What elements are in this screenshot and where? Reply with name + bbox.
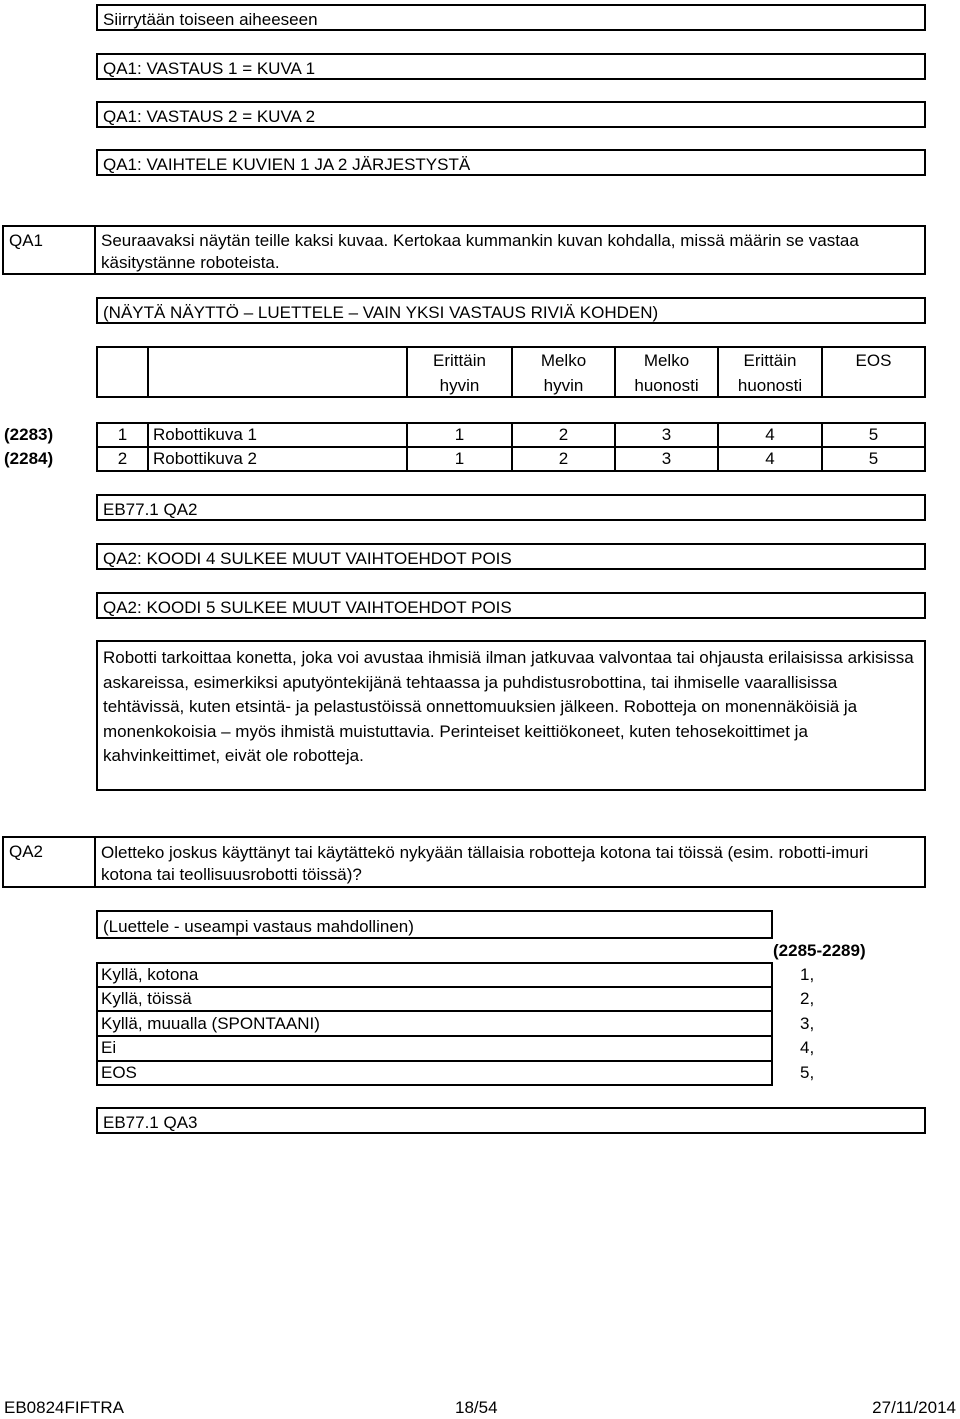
answer-option-label: Kyllä, kotona bbox=[101, 965, 199, 984]
note-text: EB77.1 QA3 bbox=[103, 1113, 198, 1132]
note-text: QA1: VASTAUS 2 = KUVA 2 bbox=[103, 107, 316, 126]
scale-header-dk: EOS bbox=[855, 351, 892, 370]
routing-note-topic bbox=[96, 4, 926, 31]
question-text: Seuraavaksi näytän teille kaksi kuvaa. Kertokaa kummankin kuvan kohdalla, missä määrin se vastaa käsitystänne roboteista. bbox=[101, 231, 859, 272]
answer-code: 5 bbox=[868, 425, 879, 444]
question-id: QA2 bbox=[9, 842, 44, 861]
question-id-box bbox=[2, 836, 96, 888]
note-text: EB77.1 QA2 bbox=[103, 500, 198, 519]
answer-option-code: 2, bbox=[800, 989, 815, 1008]
note-text: QA1: VAIHTELE KUVIEN 1 JA 2 JÄRJESTYSTÄ bbox=[103, 155, 471, 174]
answer-option-code: 3, bbox=[800, 1014, 815, 1033]
note-text: QA2: KOODI 4 SULKEE MUUT VAIHTOEHDOT POIS bbox=[103, 549, 512, 568]
row-number: 2 bbox=[117, 449, 128, 468]
answer-code: 5 bbox=[868, 449, 879, 468]
answer-option-label: Kyllä, muualla (SPONTAANI) bbox=[101, 1014, 320, 1033]
variable-code: (2284) bbox=[4, 449, 54, 468]
answer-code: 4 bbox=[765, 425, 775, 444]
routing-note-answer1 bbox=[96, 53, 926, 80]
question-id: QA1 bbox=[9, 231, 44, 250]
instruction-text: (Luettele - useampi vastaus mahdollinen) bbox=[103, 917, 414, 936]
scale-header-fairly-bad: Melko huonosti bbox=[634, 351, 699, 395]
variable-code: (2283) bbox=[4, 425, 54, 444]
routing-note-next bbox=[96, 494, 926, 521]
question-id-box bbox=[2, 225, 96, 275]
answer-code: 1 bbox=[454, 449, 465, 468]
scale-header-fairly-good: Melko hyvin bbox=[540, 351, 587, 395]
answer-option-label: Ei bbox=[101, 1038, 117, 1057]
answer-code: 4 bbox=[765, 449, 775, 468]
routing-note-rotate bbox=[96, 149, 926, 176]
robot-definition-box bbox=[96, 640, 926, 791]
instruction-text: (NÄYTÄ NÄYTTÖ – LUETTELE – VAIN YKSI VASTAUS RIVIÄ KOHDEN) bbox=[103, 303, 659, 322]
note-text: Siirrytään toiseen aiheeseen bbox=[103, 10, 318, 29]
note-text: QA2: KOODI 5 SULKEE MUUT VAIHTOEHDOT POIS bbox=[103, 598, 512, 617]
answer-code: 3 bbox=[661, 449, 672, 468]
question-text-box bbox=[94, 836, 926, 888]
footer-doc-id: EB0824FIFTRA bbox=[4, 1398, 124, 1417]
routing-note-next bbox=[96, 1107, 926, 1134]
robot-definition-text: Robotti tarkoittaa konetta, joka voi avustaa ihmisiä ilman jatkuvaa valvontaa tai ohjausta erilaisissa arkisissa askareissa, esimerkiksi aputyöntekijänä tehtaassa ja puhdistusrobottina, tai ihmiselle vaarallisissa tehtävissä, kuten etsintä- ja pelastustöissä onnettomuuksien jälkeen. Robotteja on monennäköisiä ja monenkokoisia – myös ihmistä muistuttavia. Perinteiset keittiökoneet, kuten tehosekoittimet ja kahvinkeittimet, eivät ole robotteja. bbox=[103, 648, 914, 765]
answer-code: 3 bbox=[661, 425, 672, 444]
variable-range: (2285-2289) bbox=[773, 941, 866, 960]
footer-date: 27/11/2014 bbox=[872, 1398, 956, 1417]
footer-page-number: 18/54 bbox=[455, 1398, 498, 1417]
scale-header-very-bad: Erittäin huonosti bbox=[737, 351, 803, 395]
answer-code: 1 bbox=[454, 425, 465, 444]
row-label: Robottikuva 1 bbox=[153, 425, 257, 444]
answer-code: 2 bbox=[558, 425, 569, 444]
answer-code: 2 bbox=[558, 449, 569, 468]
instruction-box bbox=[96, 297, 926, 324]
answer-option-code: 5, bbox=[800, 1063, 815, 1082]
row-label: Robottikuva 2 bbox=[153, 449, 257, 468]
instruction-box bbox=[96, 910, 773, 939]
answer-option-label: Kyllä, töissä bbox=[101, 989, 192, 1008]
routing-note-code4 bbox=[96, 543, 926, 570]
routing-note-code5 bbox=[96, 592, 926, 619]
answer-option-code: 1, bbox=[800, 965, 815, 984]
note-text: QA1: VASTAUS 1 = KUVA 1 bbox=[103, 59, 316, 78]
routing-note-answer2 bbox=[96, 101, 926, 128]
question-text-box bbox=[94, 225, 926, 275]
row-number: 1 bbox=[117, 425, 128, 444]
answer-option-label: EOS bbox=[101, 1063, 137, 1082]
scale-header-very-good: Erittäin hyvin bbox=[433, 351, 486, 395]
answer-option-code: 4, bbox=[800, 1038, 815, 1057]
question-text: Oletteko joskus käyttänyt tai käytättekö nykyään tällaisia robotteja kotona tai töissä (esim. robotti-imuri kotona tai teollisuusrobotti töissä)? bbox=[101, 843, 869, 884]
